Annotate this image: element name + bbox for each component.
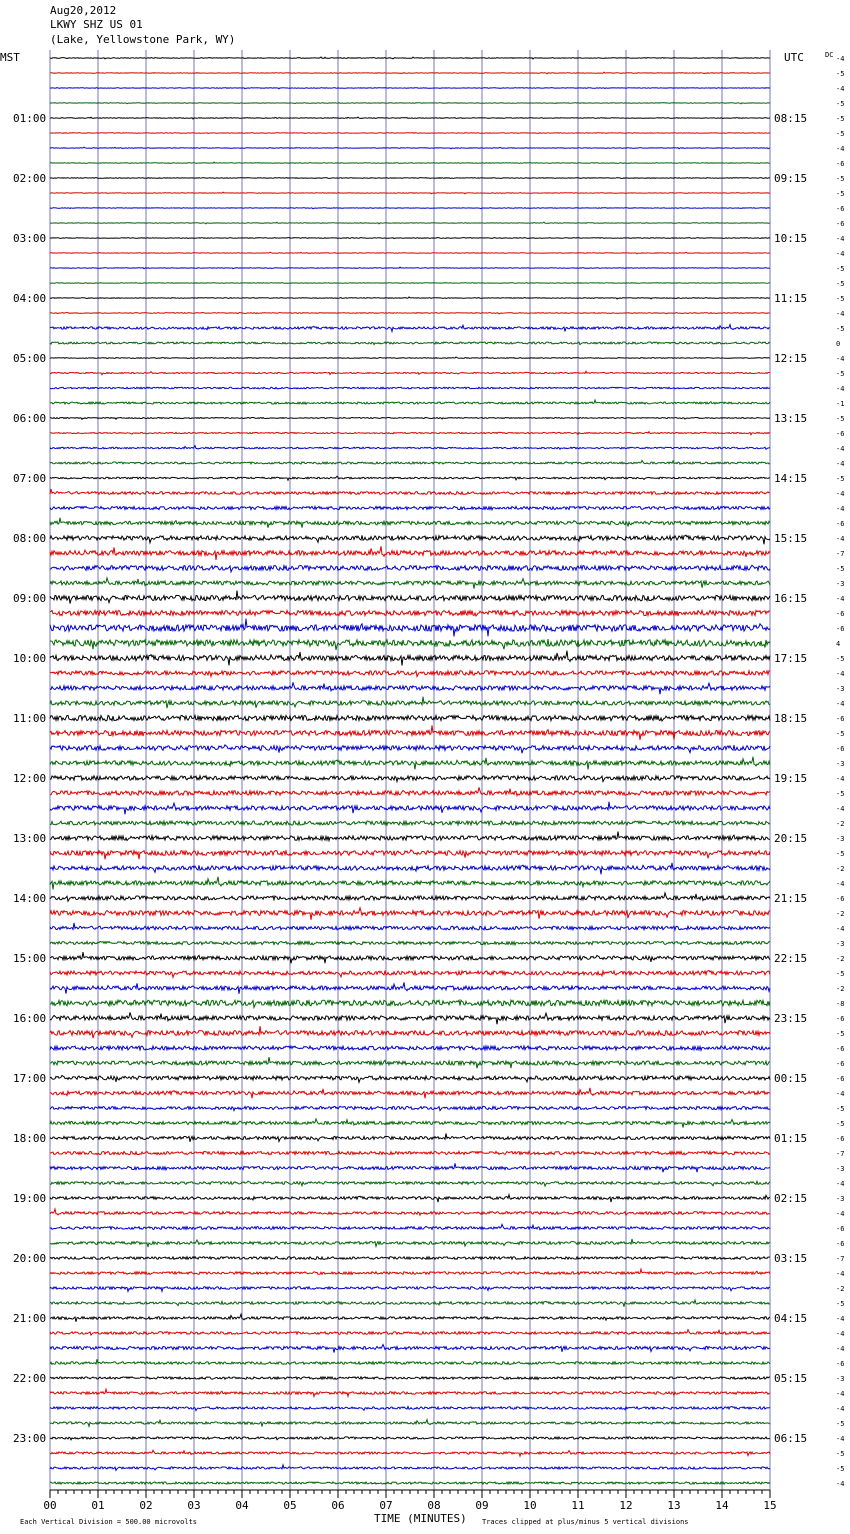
dc-offset-label: -6 bbox=[836, 610, 845, 618]
dc-offset-label: -4 bbox=[836, 505, 845, 513]
seismic-trace bbox=[50, 610, 770, 616]
seismic-trace bbox=[50, 923, 770, 930]
dc-offset-label: -5 bbox=[836, 130, 845, 138]
dc-offset-label: -3 bbox=[836, 835, 845, 843]
seismic-trace bbox=[50, 757, 770, 770]
utc-hour-label: 15:15 bbox=[774, 532, 808, 545]
dc-offset-label: 4 bbox=[836, 640, 841, 648]
seismic-trace bbox=[50, 1359, 770, 1364]
seismic-trace bbox=[50, 432, 770, 435]
dc-axis-label: DC bbox=[825, 51, 834, 59]
x-tick-label: 15 bbox=[763, 1499, 777, 1512]
dc-offset-label: -5 bbox=[836, 1465, 845, 1473]
mst-hour-label: 19:00 bbox=[13, 1192, 47, 1205]
mst-hour-label: 02:00 bbox=[13, 172, 47, 185]
seismic-trace bbox=[50, 162, 770, 163]
seismic-trace bbox=[50, 877, 770, 890]
header-station: LKWY SHZ US 01 bbox=[50, 18, 143, 31]
seismic-trace bbox=[50, 1300, 770, 1307]
dc-offset-label: -6 bbox=[836, 1360, 845, 1368]
dc-offset-label: -6 bbox=[836, 1135, 845, 1143]
dc-offset-label: -7 bbox=[836, 550, 845, 558]
dc-offset-label: -3 bbox=[836, 1165, 845, 1173]
seismic-trace bbox=[50, 1057, 770, 1068]
x-tick-label: 07 bbox=[379, 1499, 393, 1512]
utc-hour-label: 08:15 bbox=[774, 112, 808, 125]
mst-hour-label: 10:00 bbox=[13, 652, 47, 665]
seismic-trace bbox=[50, 400, 770, 404]
dc-offset-label: -7 bbox=[836, 1255, 845, 1263]
dc-offset-label: -4 bbox=[836, 1315, 845, 1323]
dc-offset-label: -8 bbox=[836, 1000, 845, 1008]
dc-offset-label: -5 bbox=[836, 325, 845, 333]
x-tick-label: 03 bbox=[187, 1499, 201, 1512]
seismic-trace bbox=[50, 1482, 770, 1484]
dc-offset-label: -5 bbox=[836, 280, 845, 288]
x-tick-label: 06 bbox=[331, 1499, 345, 1512]
dc-offset-label: -4 bbox=[836, 445, 845, 453]
seismic-trace bbox=[50, 178, 770, 179]
seismic-trace bbox=[50, 297, 770, 299]
dc-offset-label: -4 bbox=[836, 700, 845, 708]
seismic-trace bbox=[50, 1345, 770, 1353]
dc-offset-label: -4 bbox=[836, 1435, 845, 1443]
dc-offset-label: -5 bbox=[836, 730, 845, 738]
seismic-trace bbox=[50, 863, 770, 874]
utc-hour-label: 06:15 bbox=[774, 1432, 808, 1445]
seismic-trace bbox=[50, 446, 770, 450]
seismic-trace bbox=[50, 1106, 770, 1110]
minute-grid bbox=[50, 50, 770, 1490]
mst-hour-label: 12:00 bbox=[13, 772, 47, 785]
mst-hour-label: 20:00 bbox=[13, 1252, 47, 1265]
dc-offset-label: -3 bbox=[836, 1375, 845, 1383]
dc-offset-label: -6 bbox=[836, 1060, 845, 1068]
seismic-trace bbox=[50, 1330, 770, 1335]
dc-offset-label: -2 bbox=[836, 1285, 845, 1293]
utc-hour-label: 05:15 bbox=[774, 1372, 808, 1385]
x-tick-label: 05 bbox=[283, 1499, 297, 1512]
header-date: Aug20,2012 bbox=[50, 4, 117, 17]
footer-clip-note: Traces clipped at plus/minus 5 vertical divisions bbox=[482, 1518, 689, 1526]
utc-axis-label: UTC bbox=[784, 51, 804, 64]
dc-offset-label: -4 bbox=[836, 1090, 845, 1098]
mst-hour-label: 04:00 bbox=[13, 292, 47, 305]
dc-offset-label: -5 bbox=[836, 655, 845, 663]
seismic-trace bbox=[50, 1465, 770, 1471]
mst-hour-label: 09:00 bbox=[13, 592, 47, 605]
seismic-trace bbox=[50, 970, 770, 977]
seismic-trace bbox=[50, 1377, 770, 1380]
seismic-trace bbox=[50, 1181, 770, 1186]
seismic-trace bbox=[50, 238, 770, 239]
utc-hour-label: 09:15 bbox=[774, 172, 808, 185]
mst-hour-label: 11:00 bbox=[13, 712, 47, 725]
seismic-trace bbox=[50, 745, 770, 753]
seismic-trace bbox=[50, 88, 770, 89]
dc-offset-label: -4 bbox=[836, 490, 845, 498]
dc-offset-label: -6 bbox=[836, 715, 845, 723]
seismic-trace bbox=[50, 832, 770, 841]
seismic-trace bbox=[50, 325, 770, 332]
dc-offset-label: -5 bbox=[836, 175, 845, 183]
seismic-trace bbox=[50, 850, 770, 859]
x-tick-label: 01 bbox=[91, 1499, 105, 1512]
dc-offset-label: -5 bbox=[836, 565, 845, 573]
dc-offset-label: -5 bbox=[836, 1420, 845, 1428]
dc-offset-label: -5 bbox=[836, 370, 845, 378]
seismic-trace bbox=[50, 546, 770, 560]
seismic-trace bbox=[50, 417, 770, 419]
seismic-trace bbox=[50, 1450, 770, 1456]
seismic-trace bbox=[50, 267, 770, 269]
seismic-trace bbox=[50, 506, 770, 509]
seismic-trace bbox=[50, 941, 770, 944]
seismic-trace bbox=[50, 1026, 770, 1038]
dc-offset-label: -4 bbox=[836, 355, 845, 363]
mst-hour-label: 01:00 bbox=[13, 112, 47, 125]
seismic-trace bbox=[50, 147, 770, 149]
seismic-trace bbox=[50, 283, 770, 284]
dc-offset-label: -6 bbox=[836, 205, 845, 213]
dc-offset-label: -5 bbox=[836, 1030, 845, 1038]
mst-hour-label: 17:00 bbox=[13, 1072, 47, 1085]
dc-offset-label: -2 bbox=[836, 910, 845, 918]
seismic-trace bbox=[50, 1046, 770, 1050]
dc-offset-label: -4 bbox=[836, 460, 845, 468]
x-tick-label: 00 bbox=[43, 1499, 57, 1512]
seismic-trace bbox=[50, 651, 770, 666]
seismic-trace bbox=[50, 1195, 770, 1202]
seismic-trace bbox=[50, 72, 770, 74]
dc-offset-label: -6 bbox=[836, 160, 845, 168]
dc-offset-label: -3 bbox=[836, 1195, 845, 1203]
mst-hour-label: 18:00 bbox=[13, 1132, 47, 1145]
seismic-trace bbox=[50, 982, 770, 993]
dc-offset-label: -7 bbox=[836, 1150, 845, 1158]
dc-offset-label: -5 bbox=[836, 265, 845, 273]
dc-offset-label: -5 bbox=[836, 1300, 845, 1308]
mst-hour-label: 08:00 bbox=[13, 532, 47, 545]
utc-hour-label: 03:15 bbox=[774, 1252, 808, 1265]
seismic-trace bbox=[50, 518, 770, 528]
dc-offset-label: -2 bbox=[836, 985, 845, 993]
dc-offset-label: -4 bbox=[836, 235, 845, 243]
dc-offset-label: -3 bbox=[836, 580, 845, 588]
header-location: (Lake, Yellowstone Park, WY) bbox=[50, 33, 236, 46]
seismic-trace bbox=[50, 565, 770, 572]
dc-offset-label: -4 bbox=[836, 1480, 845, 1488]
utc-hour-label: 19:15 bbox=[774, 772, 808, 785]
seismic-trace bbox=[50, 208, 770, 209]
seismic-trace bbox=[50, 1286, 770, 1291]
dc-offset-label: -4 bbox=[836, 1345, 845, 1353]
mst-hour-label: 06:00 bbox=[13, 412, 47, 425]
utc-hour-label: 02:15 bbox=[774, 1192, 808, 1205]
dc-offset-label: -5 bbox=[836, 790, 845, 798]
seismic-trace bbox=[50, 252, 770, 254]
utc-hour-labels bbox=[774, 112, 807, 1445]
mst-hour-label: 15:00 bbox=[13, 952, 47, 965]
seismic-trace bbox=[50, 1269, 770, 1274]
dc-offset-label: -6 bbox=[836, 1225, 845, 1233]
dc-offset-label: -5 bbox=[836, 970, 845, 978]
x-tick-label: 09 bbox=[475, 1499, 489, 1512]
utc-hour-label: 10:15 bbox=[774, 232, 808, 245]
utc-hour-label: 22:15 bbox=[774, 952, 808, 965]
x-tick-label: 12 bbox=[619, 1499, 633, 1512]
seismic-trace bbox=[50, 821, 770, 825]
dc-offset-label: -4 bbox=[836, 535, 845, 543]
seismic-trace bbox=[50, 57, 770, 59]
seismic-trace bbox=[50, 222, 770, 224]
mst-hour-label: 23:00 bbox=[13, 1432, 47, 1445]
dc-offset-label: -5 bbox=[836, 475, 845, 483]
seismic-trace bbox=[50, 1314, 770, 1321]
dc-offset-label: -6 bbox=[836, 1045, 845, 1053]
dc-offset-label: -6 bbox=[836, 520, 845, 528]
seismic-trace bbox=[50, 1257, 770, 1260]
x-tick-label: 02 bbox=[139, 1499, 153, 1512]
seismic-trace bbox=[50, 952, 770, 963]
dc-offset-label: -5 bbox=[836, 1450, 845, 1458]
dc-offset-label: -5 bbox=[836, 70, 845, 78]
mst-hour-label: 07:00 bbox=[13, 472, 47, 485]
seismic-trace bbox=[50, 371, 770, 374]
dc-offset-label: -6 bbox=[836, 745, 845, 753]
seismic-trace bbox=[50, 1000, 770, 1007]
dc-offset-label: -4 bbox=[836, 925, 845, 933]
dc-offset-label: -4 bbox=[836, 1270, 845, 1278]
seismic-trace bbox=[50, 342, 770, 345]
dc-offset-label: -5 bbox=[836, 190, 845, 198]
utc-hour-label: 21:15 bbox=[774, 892, 808, 905]
dc-offset-label: -4 bbox=[836, 805, 845, 813]
seismic-trace bbox=[50, 1119, 770, 1128]
mst-hour-label: 03:00 bbox=[13, 232, 47, 245]
seismic-trace bbox=[50, 476, 770, 480]
utc-hour-label: 11:15 bbox=[774, 292, 808, 305]
x-tick-label: 10 bbox=[523, 1499, 537, 1512]
seismic-trace bbox=[50, 639, 770, 650]
utc-hour-label: 12:15 bbox=[774, 352, 808, 365]
dc-offset-label: -6 bbox=[836, 1075, 845, 1083]
dc-offset-label: -5 bbox=[836, 850, 845, 858]
dc-offset-label: -5 bbox=[836, 415, 845, 423]
dc-offset-label: -2 bbox=[836, 955, 845, 963]
seismic-trace bbox=[50, 1163, 770, 1172]
utc-hour-label: 23:15 bbox=[774, 1012, 808, 1025]
x-tick-label: 04 bbox=[235, 1499, 249, 1512]
dc-offset-label: -4 bbox=[836, 1330, 845, 1338]
seismic-trace bbox=[50, 1224, 770, 1229]
x-axis-title: TIME (MINUTES) bbox=[374, 1512, 467, 1525]
dc-offset-label: -4 bbox=[836, 145, 845, 153]
dc-offset-label: -6 bbox=[836, 1015, 845, 1023]
dc-offset-label: -2 bbox=[836, 865, 845, 873]
dc-offset-label: -4 bbox=[836, 775, 845, 783]
dc-offset-label: -4 bbox=[836, 385, 845, 393]
x-tick-label: 08 bbox=[427, 1499, 441, 1512]
dc-offset-label: -2 bbox=[836, 820, 845, 828]
dc-offset-label: -6 bbox=[836, 895, 845, 903]
dc-offset-label: -6 bbox=[836, 220, 845, 228]
seismic-trace bbox=[50, 535, 770, 544]
dc-offset-label: 0 bbox=[836, 340, 841, 348]
seismic-trace bbox=[50, 133, 770, 134]
dc-offset-label: -4 bbox=[836, 55, 845, 63]
seismic-trace bbox=[50, 893, 770, 901]
seismic-trace bbox=[50, 1389, 770, 1396]
seismic-trace bbox=[50, 1406, 770, 1410]
seismic-trace bbox=[50, 1437, 770, 1440]
seismic-trace bbox=[50, 1133, 770, 1141]
dc-offset-label: -5 bbox=[836, 1120, 845, 1128]
seismic-trace bbox=[50, 1075, 770, 1082]
dc-offset-label: -4 bbox=[836, 1405, 845, 1413]
dc-offset-label: -4 bbox=[836, 1180, 845, 1188]
seismic-trace bbox=[50, 682, 770, 694]
dc-offset-label: -5 bbox=[836, 115, 845, 123]
seismic-trace bbox=[50, 715, 770, 721]
seismic-trace bbox=[50, 908, 770, 920]
dc-offset-label: -3 bbox=[836, 685, 845, 693]
footer-scale-note: Each Vertical Division = 500.00 microvolts bbox=[20, 1518, 198, 1526]
seismic-trace bbox=[50, 1088, 770, 1098]
dc-offset-label: -4 bbox=[836, 880, 845, 888]
seismic-trace bbox=[50, 1239, 770, 1247]
x-tick-label: 13 bbox=[667, 1499, 681, 1512]
dc-offset-label: -3 bbox=[836, 940, 845, 948]
utc-hour-label: 13:15 bbox=[774, 412, 808, 425]
seismic-trace bbox=[50, 387, 770, 389]
mst-hour-labels bbox=[13, 112, 46, 1445]
seismic-trace bbox=[50, 312, 770, 313]
dc-offset-label: -6 bbox=[836, 430, 845, 438]
dc-offset-label: -4 bbox=[836, 670, 845, 678]
seismic-trace bbox=[50, 357, 770, 359]
mst-hour-label: 22:00 bbox=[13, 1372, 47, 1385]
seismic-trace bbox=[50, 802, 770, 815]
seismic-trace bbox=[50, 591, 770, 604]
dc-offset-label: -1 bbox=[836, 400, 845, 408]
dc-offset-label: -5 bbox=[836, 1105, 845, 1113]
mst-hour-label: 13:00 bbox=[13, 832, 47, 845]
seismic-traces bbox=[50, 57, 770, 1484]
utc-hour-label: 04:15 bbox=[774, 1312, 808, 1325]
seismic-trace bbox=[50, 671, 770, 677]
dc-offset-label: -4 bbox=[836, 250, 845, 258]
mst-axis-label: MST bbox=[0, 51, 20, 64]
mst-hour-label: 16:00 bbox=[13, 1012, 47, 1025]
x-tick-label: 11 bbox=[571, 1499, 585, 1512]
time-axis bbox=[43, 1490, 776, 1512]
mst-hour-label: 14:00 bbox=[13, 892, 47, 905]
utc-hour-label: 20:15 bbox=[774, 832, 808, 845]
seismic-trace bbox=[50, 578, 770, 589]
seismic-trace bbox=[50, 460, 770, 464]
seismic-trace bbox=[50, 776, 770, 782]
seismic-trace bbox=[50, 192, 770, 194]
seismic-trace bbox=[50, 619, 770, 637]
seismic-trace bbox=[50, 697, 770, 709]
utc-hour-label: 14:15 bbox=[774, 472, 808, 485]
dc-offset-label: -4 bbox=[836, 85, 845, 93]
dc-offset-label: -3 bbox=[836, 760, 845, 768]
dc-offset-label: -4 bbox=[836, 1390, 845, 1398]
seismic-trace bbox=[50, 1012, 770, 1024]
dc-offset-labels bbox=[836, 55, 844, 1488]
mst-hour-label: 05:00 bbox=[13, 352, 47, 365]
seismic-trace bbox=[50, 725, 770, 739]
utc-hour-label: 16:15 bbox=[774, 592, 808, 605]
utc-hour-label: 00:15 bbox=[774, 1072, 808, 1085]
seismic-trace bbox=[50, 787, 770, 795]
seismic-trace bbox=[50, 117, 770, 119]
dc-offset-label: -4 bbox=[836, 310, 845, 318]
seismic-trace bbox=[50, 1420, 770, 1427]
dc-offset-label: -6 bbox=[836, 625, 845, 633]
seismic-trace bbox=[50, 489, 770, 495]
utc-hour-label: 01:15 bbox=[774, 1132, 808, 1145]
seismic-trace bbox=[50, 103, 770, 104]
mst-hour-label: 21:00 bbox=[13, 1312, 47, 1325]
dc-offset-label: -5 bbox=[836, 295, 845, 303]
seismic-trace bbox=[50, 1209, 770, 1215]
utc-hour-label: 17:15 bbox=[774, 652, 808, 665]
x-tick-label: 14 bbox=[715, 1499, 729, 1512]
seismic-trace bbox=[50, 1151, 770, 1154]
utc-hour-label: 18:15 bbox=[774, 712, 808, 725]
dc-offset-label: -6 bbox=[836, 1240, 845, 1248]
dc-offset-label: -4 bbox=[836, 1210, 845, 1218]
dc-offset-label: -4 bbox=[836, 595, 845, 603]
dc-offset-label: -5 bbox=[836, 100, 845, 108]
